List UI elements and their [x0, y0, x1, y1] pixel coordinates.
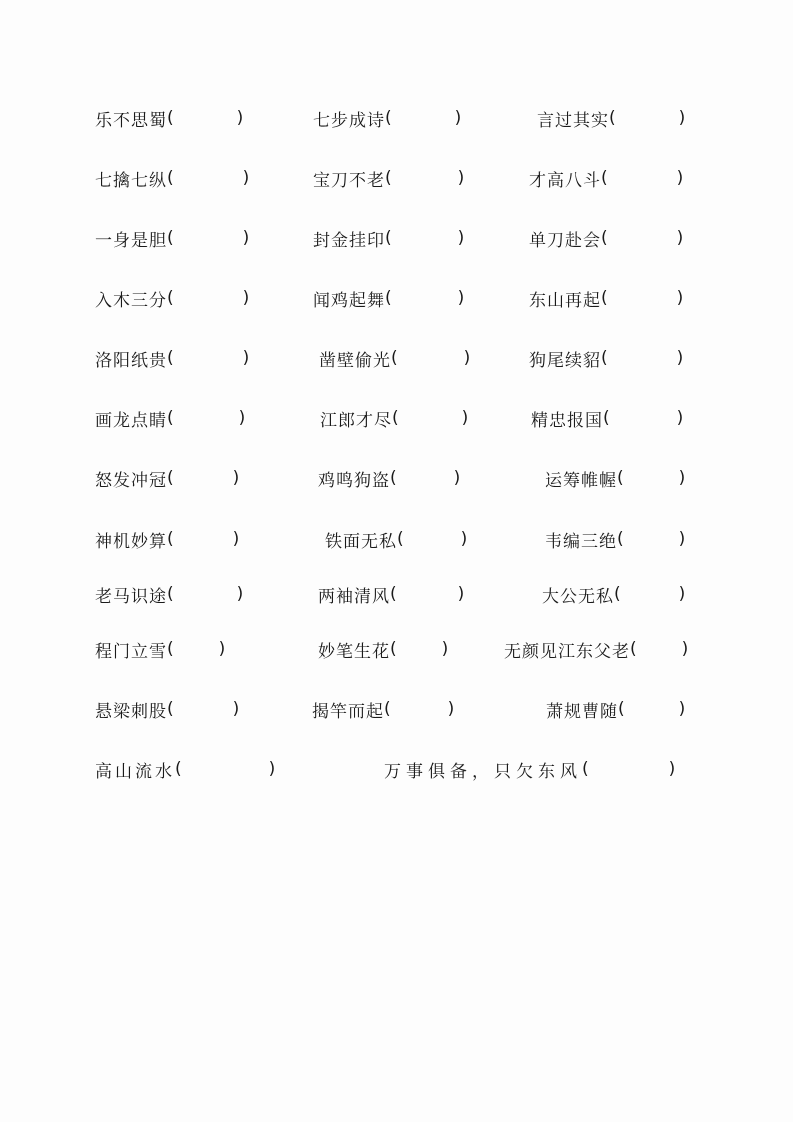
idiom-term: 神机妙算 [95, 531, 167, 552]
open-paren: ( [582, 759, 594, 779]
idiom-term: 宝刀不老 [313, 170, 385, 191]
open-paren: ( [397, 529, 405, 549]
close-paren: ) [447, 699, 456, 719]
idiom-item [95, 163, 250, 193]
close-paren: ) [242, 168, 251, 188]
worksheet-row [0, 579, 793, 609]
close-paren: ) [457, 168, 466, 188]
idiom-item [545, 463, 686, 493]
idiom-item [95, 103, 244, 133]
open-paren: ( [630, 639, 638, 659]
open-paren: ( [392, 408, 400, 428]
idiom-term: 乐不思蜀 [95, 110, 167, 131]
idiom-term: 入木三分 [95, 290, 167, 311]
worksheet-row [0, 524, 793, 554]
open-paren: ( [601, 228, 609, 248]
close-paren: ) [678, 108, 687, 128]
close-paren: ) [678, 584, 687, 604]
idiom-item [529, 223, 684, 253]
idiom-item [537, 103, 686, 133]
idiom-term: 韦编三绝 [545, 531, 617, 552]
open-paren: ( [391, 348, 399, 368]
idiom-item [320, 403, 469, 433]
worksheet-row [0, 163, 793, 193]
open-paren: ( [385, 228, 393, 248]
open-paren: ( [167, 699, 175, 719]
idiom-term: 单刀赴会 [529, 230, 601, 251]
idiom-item [95, 403, 246, 433]
open-paren: ( [167, 468, 175, 488]
open-paren: ( [609, 108, 617, 128]
idiom-item [384, 754, 680, 784]
close-paren: ) [232, 468, 241, 488]
close-paren: ) [242, 228, 251, 248]
idiom-item [319, 343, 471, 373]
close-paren: ) [676, 168, 685, 188]
idiom-term: 七步成诗 [313, 110, 385, 131]
idiom-term: 东山再起 [529, 290, 601, 311]
close-paren: ) [236, 584, 245, 604]
idiom-term: 万事俱备，只欠东风 [384, 761, 582, 782]
idiom-term: 封金挂印 [313, 230, 385, 251]
worksheet-row [0, 634, 793, 664]
close-paren: ) [463, 348, 472, 368]
idiom-item [313, 283, 465, 313]
close-paren: ) [678, 529, 687, 549]
close-paren: ) [678, 699, 687, 719]
idiom-term: 铁面无私 [325, 531, 397, 552]
idiom-term: 高山流水 [95, 761, 175, 782]
open-paren: ( [384, 699, 392, 719]
idiom-term: 精忠报国 [531, 410, 603, 431]
idiom-item [95, 634, 226, 664]
close-paren: ) [242, 288, 251, 308]
idiom-item [313, 103, 462, 133]
idiom-term: 运筹帷幄 [545, 470, 617, 491]
idiom-item [529, 343, 684, 373]
idiom-term: 大公无私 [542, 586, 614, 607]
close-paren: ) [268, 759, 279, 779]
idiom-item [95, 524, 240, 554]
idiom-item [318, 463, 461, 493]
idiom-term: 言过其实 [537, 110, 609, 131]
open-paren: ( [167, 529, 175, 549]
idiom-item [325, 524, 468, 554]
idiom-term: 萧规曹随 [546, 701, 618, 722]
idiom-term: 怒发冲冠 [95, 470, 167, 491]
idiom-item [95, 223, 250, 253]
open-paren: ( [167, 228, 175, 248]
idiom-item [531, 403, 684, 433]
open-paren: ( [167, 288, 175, 308]
idiom-item [504, 634, 689, 664]
close-paren: ) [454, 108, 463, 128]
open-paren: ( [390, 639, 398, 659]
close-paren: ) [678, 468, 687, 488]
idiom-term: 才高八斗 [529, 170, 601, 191]
close-paren: ) [457, 228, 466, 248]
worksheet-row [0, 754, 793, 784]
idiom-item [545, 524, 686, 554]
scan-artifact [566, 1100, 590, 1104]
open-paren: ( [167, 108, 175, 128]
idiom-item [312, 694, 455, 724]
worksheet-row [0, 103, 793, 133]
open-paren: ( [601, 288, 609, 308]
close-paren: ) [676, 228, 685, 248]
idiom-item [529, 163, 684, 193]
worksheet-row [0, 403, 793, 433]
open-paren: ( [618, 699, 626, 719]
worksheet-row [0, 223, 793, 253]
idiom-item [95, 754, 278, 784]
idiom-term: 无颜见江东父老 [504, 641, 630, 662]
close-paren: ) [676, 408, 685, 428]
idiom-term: 江郎才尽 [320, 410, 392, 431]
open-paren: ( [167, 408, 175, 428]
open-paren: ( [385, 288, 393, 308]
open-paren: ( [390, 468, 398, 488]
idiom-item [318, 634, 449, 664]
worksheet-row [0, 283, 793, 313]
close-paren: ) [457, 288, 466, 308]
open-paren: ( [617, 468, 625, 488]
close-paren: ) [676, 288, 685, 308]
idiom-term: 两袖清风 [318, 586, 390, 607]
close-paren: ) [236, 108, 245, 128]
idiom-item [95, 694, 240, 724]
worksheet-row [0, 694, 793, 724]
idiom-term: 凿壁偷光 [319, 350, 391, 371]
open-paren: ( [614, 584, 622, 604]
open-paren: ( [390, 584, 398, 604]
open-paren: ( [167, 639, 175, 659]
close-paren: ) [461, 408, 470, 428]
open-paren: ( [167, 584, 175, 604]
open-paren: ( [385, 108, 393, 128]
idiom-item [95, 579, 244, 609]
idiom-item [95, 343, 250, 373]
close-paren: ) [232, 529, 241, 549]
idiom-term: 闻鸡起舞 [313, 290, 385, 311]
idiom-term: 七擒七纵 [95, 170, 167, 191]
open-paren: ( [175, 759, 185, 779]
idiom-item [95, 283, 250, 313]
idiom-term: 画龙点睛 [95, 410, 167, 431]
idiom-term: 悬梁刺股 [95, 701, 167, 722]
open-paren: ( [601, 168, 609, 188]
idiom-term: 洛阳纸贵 [95, 350, 167, 371]
idiom-term: 妙笔生花 [318, 641, 390, 662]
idiom-term: 鸡鸣狗盗 [318, 470, 390, 491]
idiom-term: 老马识途 [95, 586, 167, 607]
idiom-item [318, 579, 465, 609]
idiom-term: 揭竿而起 [312, 701, 384, 722]
close-paren: ) [460, 529, 469, 549]
idiom-item [529, 283, 684, 313]
idiom-item [546, 694, 686, 724]
open-paren: ( [385, 168, 393, 188]
idiom-term: 一身是胆 [95, 230, 167, 251]
idiom-item [542, 579, 686, 609]
close-paren: ) [681, 639, 690, 659]
open-paren: ( [601, 348, 609, 368]
close-paren: ) [457, 584, 466, 604]
close-paren: ) [668, 759, 681, 779]
idiom-item [313, 223, 465, 253]
idiom-term: 狗尾续貂 [529, 350, 601, 371]
worksheet-row [0, 343, 793, 373]
open-paren: ( [603, 408, 611, 428]
close-paren: ) [676, 348, 685, 368]
close-paren: ) [232, 699, 241, 719]
open-paren: ( [617, 529, 625, 549]
close-paren: ) [441, 639, 450, 659]
open-paren: ( [167, 168, 175, 188]
idiom-term: 程门立雪 [95, 641, 167, 662]
close-paren: ) [242, 348, 251, 368]
idiom-item [95, 463, 240, 493]
open-paren: ( [167, 348, 175, 368]
close-paren: ) [238, 408, 247, 428]
close-paren: ) [218, 639, 227, 659]
idiom-item [313, 163, 465, 193]
worksheet-row [0, 463, 793, 493]
close-paren: ) [453, 468, 462, 488]
